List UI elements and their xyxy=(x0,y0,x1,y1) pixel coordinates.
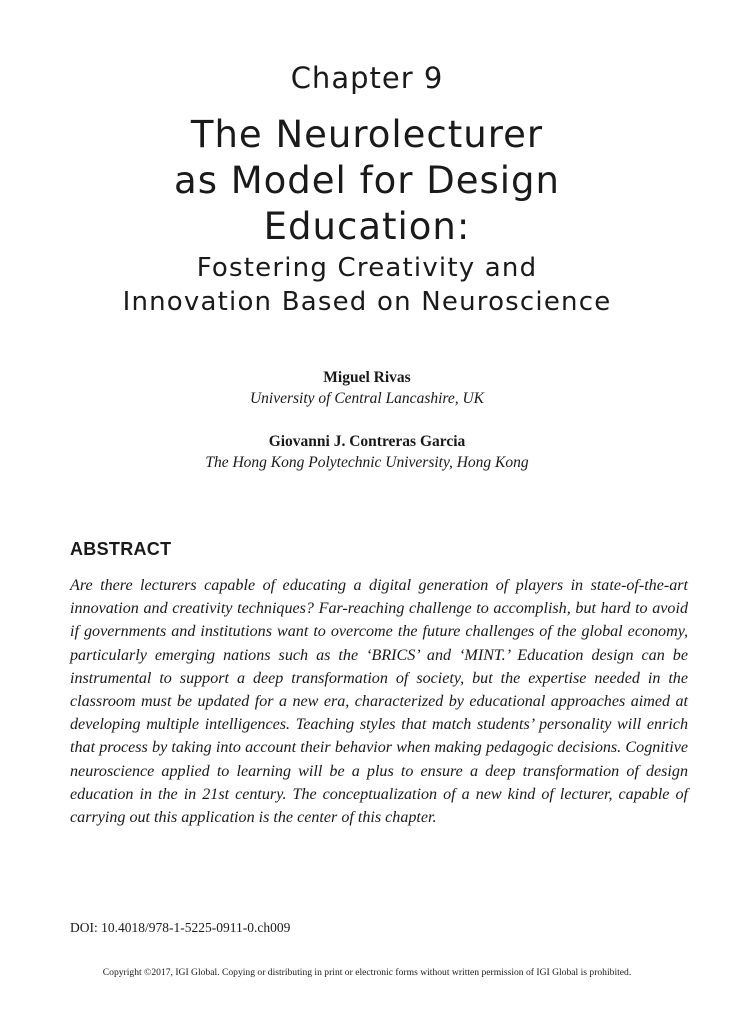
abstract-heading: ABSTRACT xyxy=(70,539,172,559)
author-block-1 xyxy=(0,368,734,409)
copyright-notice: Copyright ©2017, IGI Global. Copying or distributing in print or electronic forms without written permission of IGI Global is prohibited. xyxy=(102,967,632,978)
author-affiliation: The Hong Kong Polytechnic University, Hong Kong xyxy=(205,454,529,471)
author-name: Miguel Rivas xyxy=(323,369,411,386)
doi: DOI: 10.4018/978-1-5225-0911-0.ch009 xyxy=(70,920,291,935)
abstract-text: Are there lecturers capable of educating a digital generation of players in state-of-the-art innovation and creativity techniques? Far-reaching challenge to accomplish, but hard to avoid if governments and institutions want to overcome the future challenges of the global economy, particularly emerging nations such as the ‘BRICS’ and ‘MINT.’ Education design can be instrumental to support a deep transformation of society, but the expertise needed in the classroom must be updated for a new era, characterized by educational approaches aimed at developing multiple intelligences. Teaching styles that match students’ personality will enrich that process by taking into account their behavior when making pedagogic decisions. Cognitive neuroscience applied to learning will be a plus to ensure a deep transformation of design education in the in 21st century. The conceptualization of a new kind of lecturer, capable of carrying out this application is the center of this chapter. xyxy=(70,577,688,827)
author-name: Giovanni J. Contreras Garcia xyxy=(268,433,466,450)
subtitle-line-2: Innovation Based on Neuroscience xyxy=(122,287,612,317)
title-line-2: as Model for Design xyxy=(174,159,560,202)
author-block-2 xyxy=(0,432,734,473)
title-line-1: The Neurolecturer xyxy=(190,113,544,156)
chapter-title xyxy=(20,112,714,319)
subtitle-line-1: Fostering Creativity and xyxy=(196,253,538,283)
author-affiliation: University of Central Lancashire, UK xyxy=(249,390,485,407)
title-line-3: Education: xyxy=(263,205,471,248)
chapter-number: Chapter 9 xyxy=(290,61,444,95)
